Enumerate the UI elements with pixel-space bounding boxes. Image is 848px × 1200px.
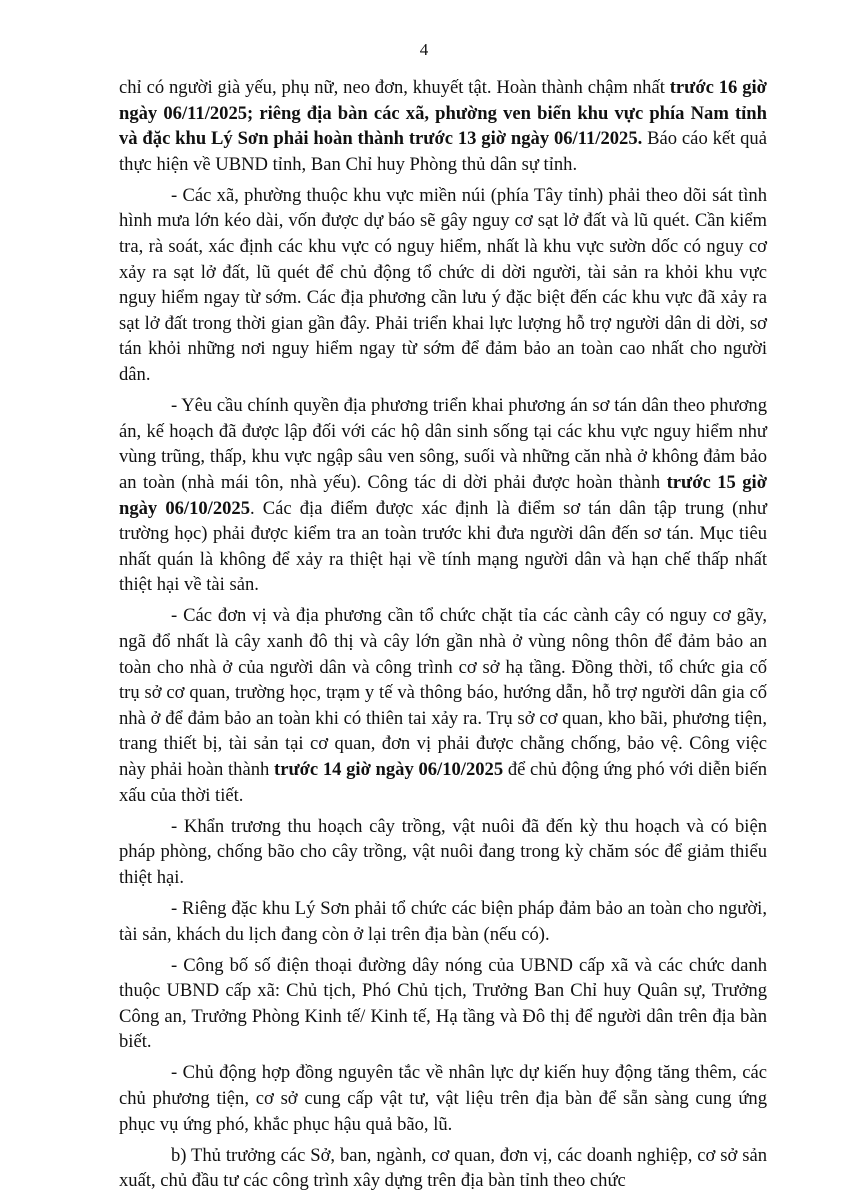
- paragraph-mountain-areas: - Các xã, phường thuộc khu vực miền núi (phía Tây tỉnh) phải theo dõi sát tình hình mưa lớn kéo dài, vốn được dự báo sẽ gây nguy cơ sạt lở đất và lũ quét. Cần kiểm tra, rà soát, xác định các khu vực có nguy hiểm, nhất là khu vực sườn dốc có nguy cơ xảy ra sạt lở đất, lũ quét để chủ động tổ chức di dời người, tài sản ra khỏi khu vực nguy hiểm ngay từ sớm. Các địa phương cần lưu ý đặc biệt đến các khu vực đã xảy ra sạt lở đất trong thời gian gần đây. Phải triển khai lực lượng hỗ trợ người dân di dời, sơ tán khỏi những nơi nguy hiểm ngay từ sớm để đảm bảo an toàn cao nhất cho người dân.: [119, 184, 767, 386]
- paragraph-text: Báo cáo kết quả thực hiện về UBND tỉnh, Ban Chỉ huy Phòng thủ dân sự tỉnh.: [119, 128, 767, 175]
- paragraph-text: . Các địa điểm được xác định là điểm sơ tán dân tập trung (như trường học) phải được kiểm tra an toàn trước khi đưa người dân đến sơ tán. Mục tiêu nhất quán là không để xảy ra thiệt hại về tính mạng người dân và hạn chế thấp nhất thiệt hại về tài sản.: [119, 497, 767, 596]
- deadline-bold: trước 14 giờ ngày 06/10/2025: [274, 758, 504, 780]
- paragraph-ly-son: - Riêng đặc khu Lý Sơn phải tổ chức các biện pháp đảm bảo an toàn cho người, tài sản, khách du lịch đang còn ở lại trên địa bàn (nếu có).: [119, 897, 767, 945]
- paragraph-text: để chủ động ứng phó với diễn biến xấu của thời tiết.: [119, 758, 768, 806]
- paragraph-hotline: - Công bố số điện thoại đường dây nóng của UBND cấp xã và các chức danh thuộc UBND cấp xã: Chủ tịch, Phó Chủ tịch, Trưởng Ban Chỉ huy Quân sự, Trưởng Công an, Trưởng Phòng Kinh tế/ Kinh tế, Hạ tầng và Đô thị để người dân trên địa bàn biết.: [119, 954, 767, 1053]
- paragraph-section-b: b) Thủ trưởng các Sở, ban, ngành, cơ quan, đơn vị, các doanh nghiệp, cơ sở sản xuất, chủ đầu tư các công trình xây dựng trên địa bàn tỉnh theo chức: [119, 1144, 767, 1192]
- page-number: 4: [419, 40, 429, 59]
- paragraph-text: chỉ có người già yếu, phụ nữ, neo đơn, khuyết tật. Hoàn thành chậm nhất: [119, 77, 670, 98]
- deadline-bold: trước 16 giờ ngày 06/11/2025; riêng địa bàn các xã, phường ven biển khu vực phía Nam tỉnh và đặc khu Lý Sơn phải hoàn thành trước 13 giờ ngày 06/11/2025.: [119, 77, 767, 150]
- document-body: [119, 75, 767, 1199]
- paragraph-text: - Các đơn vị và địa phương cần tổ chức chặt tỉa các cành cây có nguy cơ gãy, ngã đổ nhất là cây xanh đô thị và cây lớn gần nhà ở vùng nông thôn để đảm bảo an toàn cho nhà ở của người dân và công trình cơ sở hạ tầng. Đồng thời, tổ chức gia cố trụ sở cơ quan, trường học, trạm y tế và thông báo, hướng dẫn, hỗ trợ người dân gia cố nhà ở để đảm bảo an toàn khi có thiên tai xảy ra. Trụ sở cơ quan, kho bãi, phương tiện, trang thiết bị, tài sản tại cơ quan, đơn vị phải được chằng chống, bảo vệ. Công việc này phải hoàn thành: [119, 605, 767, 780]
- paragraph-evacuation: [119, 393, 767, 598]
- deadline-bold: trước 15 giờ ngày 06/10/2025: [119, 471, 767, 519]
- paragraph-harvest: - Khẩn trương thu hoạch cây trồng, vật nuôi đã đến kỳ thu hoạch và có biện pháp phòng, chống bão cho cây trồng, vật nuôi đang trong kỳ chăm sóc để giảm thiểu thiệt hại.: [119, 815, 767, 888]
- paragraph-tree-trimming: [119, 603, 767, 808]
- paragraph-contracts: - Chủ động hợp đồng nguyên tắc về nhân lực dự kiến huy động tăng thêm, các chủ phương tiện, cơ sở cung cấp vật tư, vật liệu trên địa bàn để sẵn sàng cung ứng phục vụ ứng phó, khắc phục hậu quả bão, lũ.: [119, 1062, 767, 1135]
- paragraph-continuation: [119, 75, 767, 177]
- paragraph-text: - Yêu cầu chính quyền địa phương triển khai phương án sơ tán dân theo phương án, kế hoạch đã được lập đối với các hộ dân sinh sống tại các khu vực nguy hiểm như vùng trũng, thấp, khu vực ngập sâu ven sông, suối và những căn nhà ở không đảm bảo an toàn (nhà mái tôn, nhà yếu). Công tác di dời phải được hoàn thành: [119, 395, 767, 493]
